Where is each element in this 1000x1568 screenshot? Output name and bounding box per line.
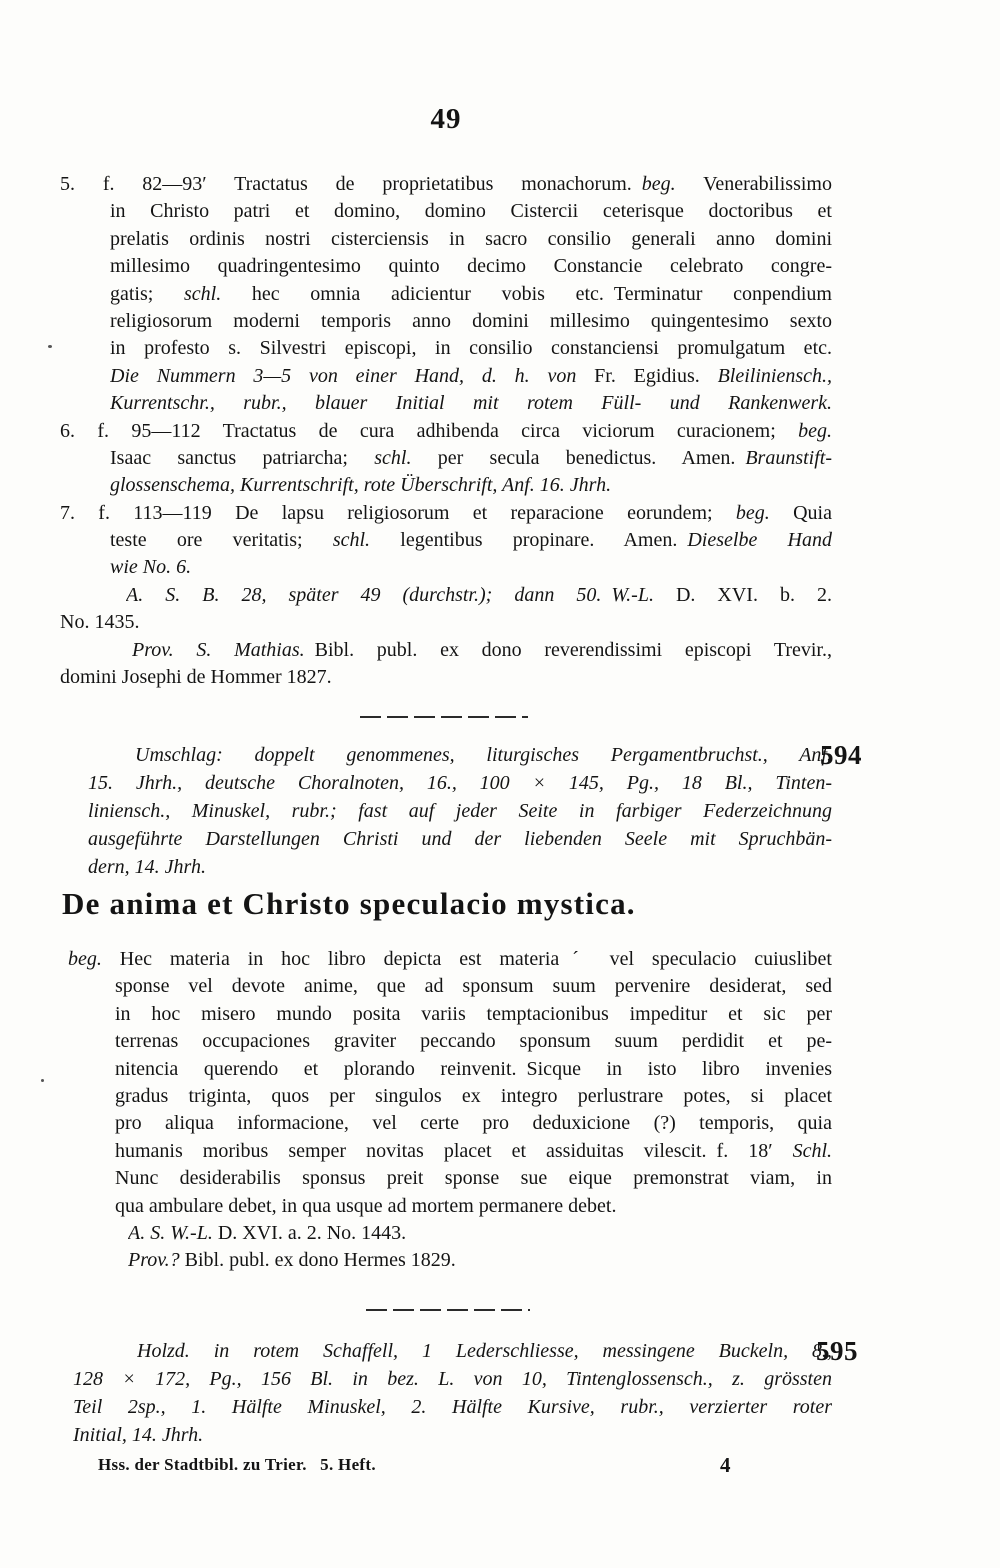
text-line: humanis moribus semper novitas placet et assiduitas vilescit. f. 18′ Schl. (115, 1139, 832, 1162)
catalog-items-section (60, 171, 832, 691)
text-line: Initial, 14. Jhrh. (73, 1424, 204, 1446)
text-line: nitencia querendo et plorando reinvenit. Sicque in isto libro invenies (115, 1057, 832, 1080)
text-line: liniensch., Minuskel, rubr.; fast auf jeder Seite in farbiger Federzeichnung (88, 800, 832, 822)
text-line: terrenas occupaciones graviter peccando sponsum suum perdidit et pe- (115, 1030, 832, 1053)
text-line: religiosorum moderni temporis anno domini millesimo quingentesimo sexto (110, 309, 832, 332)
section-divider-rule (366, 1309, 530, 1311)
text-line: 6. f. 95—112 Tractatus de cura adhibenda circa viciorum curacionem; beg. (60, 419, 832, 442)
text-line: Nunc desiderabilis sponsus preit sponse sue eique premonstrat viam, in (115, 1167, 832, 1190)
entry-595-description (60, 1337, 832, 1449)
text-line: Teil 2sp., 1. Hälfte Minuskel, 2. Hälfte Kursive, rubr., verzierter roter (73, 1396, 832, 1418)
text-line: glossenschema, Kurrentschrift, rote Überschrift, Anf. 16. Jhrh. (110, 474, 612, 497)
text-line: Die Nummern 3—5 von einer Hand, d. h. von Fr. Egidius. Bleiliniensch., (110, 364, 832, 387)
scan-speck (41, 1079, 44, 1082)
text-line: 5. f. 82—93′ Tractatus de proprietatibus monachorum. beg. Venerabilissimo (60, 173, 832, 195)
entry-595-section (60, 1336, 858, 1449)
footer-catalog-title: Hss. der Stadtbibl. zu Trier. 5. Heft. (98, 1455, 376, 1474)
text-line: prelatis ordinis nostri cisterciensis in sacro consilio generali anno domini (110, 227, 832, 250)
text-line: gradus triginta, quos per singulos ex integro perlustrare potes, si placet (115, 1084, 832, 1107)
text-line: domini Josephi de Hommer 1827. (60, 666, 332, 689)
text-line: sponse vel devote anime, que ad sponsum suum pervenire desiderat, sed (115, 975, 832, 998)
text-line: in Christo patri et domino, domino Cistercii ceterisque doctoribus et (110, 200, 832, 223)
text-line: Isaac sanctus patriarcha; schl. per secula benedictus. Amen. Braunstift- (110, 446, 832, 469)
text-line: Kurrentschr., rubr., blauer Initial mit rotem Füll- und Rankenwerk. (110, 392, 832, 415)
text-line: wie No. 6. (110, 556, 192, 579)
text-line: qua ambulare debet, in qua usque ad mortem permanere debet. (115, 1194, 617, 1217)
scan-speck (48, 345, 52, 348)
text-line: Prov. S. Mathias. Bibl. publ. ex dono reverendissimi episcopi Trevir., (132, 638, 832, 661)
entry-594-description (60, 741, 832, 881)
entry-594-section (60, 740, 862, 881)
page-footer (60, 1453, 832, 1481)
text-line: millesimo quadringentesimo quinto decimo Constancie celebrato congre- (110, 255, 832, 278)
text-line: in hoc misero mundo posita variis temptacionibus impeditur et sic per (115, 1002, 832, 1025)
footer-signature-number: 4 (720, 1453, 731, 1477)
entry-number-594: 594 (820, 740, 862, 770)
text-line: A. S. B. 28, später 49 (durchstr.); dann 50. W.-L. D. XVI. b. 2. (126, 583, 832, 606)
entry-incipit-section (60, 946, 832, 1275)
text-line: ausgeführte Darstellungen Christi und der liebenden Seele mit Spruchbän- (88, 828, 832, 850)
text-line: Holzd. in rotem Schaffell, 1 Lederschliesse, messingene Buckeln, 8., (137, 1340, 832, 1362)
text-line: pro aliqua informacione, vel certe pro deduxicione (?) temporis, quia (115, 1112, 832, 1135)
text-line: gatis; schl. hec omnia adicientur vobis etc. Terminatur conpendium (110, 282, 832, 305)
entry-title-heading: De anima et Christo speculacio mystica. (62, 886, 636, 921)
section-divider-rule (360, 716, 528, 718)
text-line: A. S. W.-L. D. XVI. a. 2. No. 1443. (128, 1221, 407, 1244)
text-line: No. 1435. (60, 611, 140, 634)
text-line: teste ore veritatis; schl. legentibus propinare. Amen. Dieselbe Hand (110, 529, 832, 552)
text-line: beg. Hec materia in hoc libro depicta est materiaˊ vel speculacio cuiuslibet (68, 948, 832, 970)
text-line: 15. Jhrh., deutsche Choralnoten, 16., 100 × 145, Pg., 18 Bl., Tinten- (88, 772, 832, 794)
text-line: 7. f. 113—119 De lapsu religiosorum et reparacione eorundem; beg. Quia (60, 501, 832, 524)
entry-number-595: 595 (816, 1336, 858, 1366)
page-number: 49 (430, 103, 462, 135)
text-line: dern, 14. Jhrh. (88, 856, 206, 878)
text-line: Prov.? Bibl. publ. ex dono Hermes 1829. (128, 1249, 456, 1272)
text-line: Umschlag: doppelt genommenes, liturgisches Pergamentbruchst., Anf. (135, 744, 832, 766)
text-line: 128 × 172, Pg., 156 Bl. in bez. L. von 10, Tintenglossensch., z. grössten (73, 1368, 832, 1390)
text-line: in profesto s. Silvestri episcopi, in consilio constanciensi promulgatum etc. (110, 337, 832, 360)
